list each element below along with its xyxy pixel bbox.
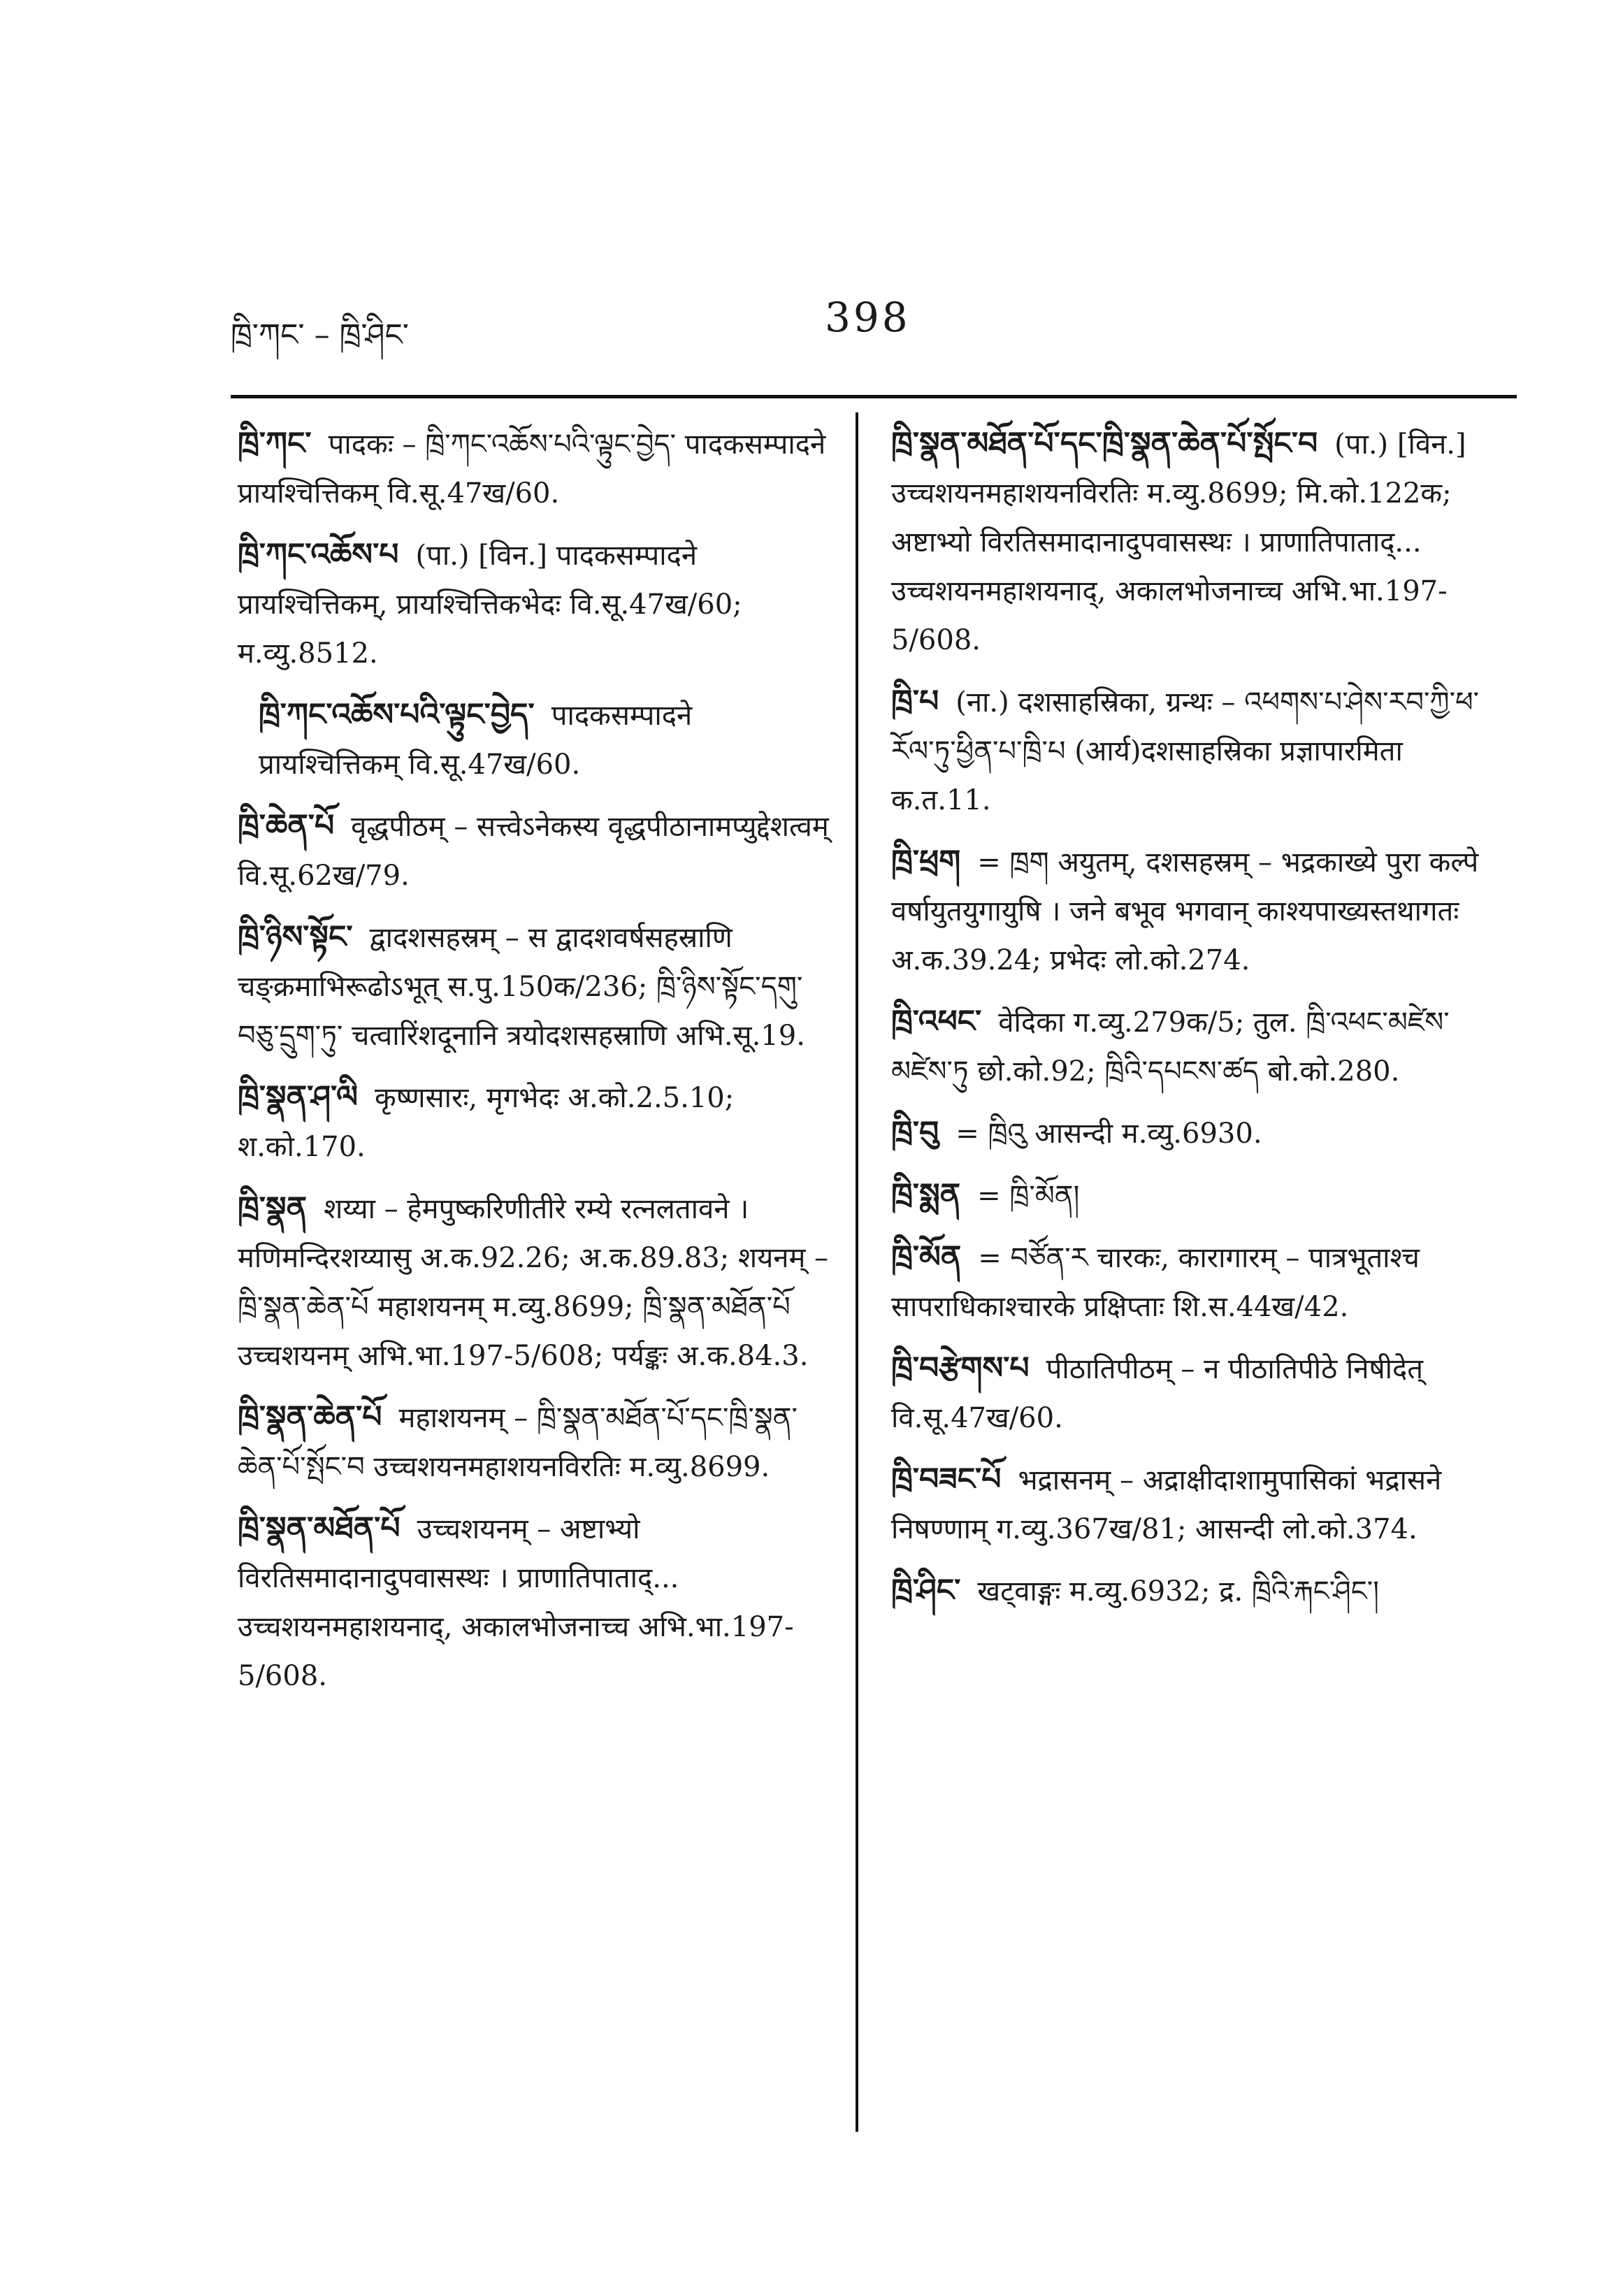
headword: ཁྲི་སྣན་ཆེན་པོ (238, 1399, 382, 1435)
dictionary-entry (891, 1233, 1489, 1331)
definition: भद्रासनम् – अद्राक्षीदाशामुपासिकां भद्रासने निषण्णाम् ग.व्यु.367ख/81; आसन्दी लो.को.374. (891, 1464, 1442, 1545)
definition: कृष्णसारः, मृगभेदः अ.को.2.5.10; श.को.170. (238, 1082, 735, 1163)
headword: ཁྲི་མོན (891, 1239, 962, 1275)
headword: ཁྲི་སྨན (891, 1177, 961, 1213)
definition: पादकसम्पादने प्रायश्चित्तिकम् वि.सू.47ख/60. (259, 700, 693, 781)
definition: द्वादशसहस्रम् – स द्वादशवर्षसहस्राणि चङ्क्रमाभिरूढोऽभूत् स.पु.150क/236; ཁྲི་ཉིས་སྟོང་དགུ་བཅུ་དྲུག་ཏུ་ चत्वारिंशदूनानि त्रयोदशसहस्राणि अभि.सू.19. (238, 922, 805, 1052)
definition: महाशयनम् – ཁྲི་སྣན་མཐོན་པོ་དང་ཁྲི་སྣན་ཆེན་པོ་སྤོང་བ उच्चशयनमहाशयनविरतिः म.व्यु.8699. (238, 1402, 798, 1483)
definition: उच्चशयनम् – अष्टाभ्यो विरतिसमादानादुपवासस्थः । प्राणातिपाताद्... उच्चशयनमहाशयनाद्, अकालभोजनाच्च अभि.भा.197-5/608. (238, 1513, 794, 1692)
header-rule (231, 395, 1517, 398)
running-head: ཁྲི་ཀང་ – ཁྲི་ཤིང་ (231, 317, 410, 353)
definition: वृद्धपीठम् – सत्त्वेऽनेकस्य वृद्धपीठानामप्युद्देशत्वम् वि.सू.62ख/79. (238, 811, 829, 892)
definition: (ना.) दशसाहस्रिका, ग्रन्थः – འཕགས་པ་ཤེས་རབ་ཀྱི་ཕ་རོལ་ཏུ་ཕྱིན་པ་ཁྲི་པ (आर्य)दशसाहस्रिका प्रज्ञापारमिता क.त.11. (891, 686, 1480, 816)
dictionary-entry (238, 530, 835, 678)
headword: ཁྲི་ཀང་ (238, 426, 312, 461)
definition: पीठातिपीठम् – न पीठातिपीठे निषीदेत् वि.सू.47ख/60. (891, 1353, 1423, 1434)
dictionary-entry (238, 691, 835, 789)
dictionary-entry (891, 419, 1489, 665)
dictionary-entry (891, 677, 1489, 825)
headword: ཁྲི་སྣན (238, 1190, 308, 1226)
headword: ཁྲི་སྣན་ཤ་ལི (238, 1079, 359, 1115)
headword: ཁྲི་ཀང་འཆོས་པ (238, 537, 399, 572)
definition: = ཁྲིའུ आसन्दी म.व्यु.6930. (955, 1118, 1262, 1150)
definition: खट्वाङ्गः म.व्यु.6932; द्र. ཁྲིའི་རྐང་ཤིང་། (977, 1575, 1379, 1608)
dictionary-entry (891, 1344, 1489, 1443)
headword: ཁྲི་ཤིང་ (891, 1573, 961, 1608)
definition: = ཁྲི་མོན། (977, 1180, 1080, 1212)
headword: ཁྲི་ཕྲག (891, 844, 961, 879)
dictionary-entry (238, 1393, 835, 1492)
dictionary-entry (238, 419, 835, 518)
definition: (पा.) [विन.] पादकसम्पादने प्रायश्चित्तिकम्, प्रायश्चित्तिकभेदः वि.सू.47ख/60; म.व्यु.8512. (238, 540, 742, 670)
right-column (891, 419, 1489, 1629)
headword: ཁྲི་ཉིས་སྟོང་ (238, 919, 353, 955)
headword: ཁྲི་བཟང་པོ (891, 1461, 1002, 1497)
dictionary-entry (891, 1566, 1489, 1616)
definition: = བཙོན་ར चारकः, कारागारम् – पात्रभूताश्च सापराधिकाश्चारके प्रक्षिप्ताः शि.स.44ख/42. (891, 1242, 1420, 1323)
column-divider (856, 412, 858, 2132)
dictionary-entry (238, 802, 835, 900)
headword: ཁྲི་བུ (891, 1115, 939, 1150)
dictionary-entry (891, 837, 1489, 985)
headword: ཁྲི་ཆེན་པོ (238, 808, 335, 844)
dictionary-entry (891, 997, 1489, 1096)
dictionary-entry (891, 1455, 1489, 1554)
left-column (238, 419, 835, 1713)
definition: पादकः – ཁྲི་ཀང་འཆོས་པའི་ལྟུང་བྱེད་ पादकसम्पादने प्रायश्चित्तिकम् वि.सू.47ख/60. (238, 428, 826, 510)
dictionary-entry (238, 1504, 835, 1701)
dictionary-entry (238, 1073, 835, 1171)
definition: शय्या – हेमपुष्करिणीतीरे रम्ये रत्नलतावने । मणिमन्दिरशय्यासु अ.क.92.26; अ.क.89.83; शयनम् – ཁྲི་སྣན་ཆེན་པོ महाशयनम् म.व्यु.8699; ཁྲི་སྣན་མཐོན་པོ उच्चशयनम् अभि.भा.197-5/608; पर्यङ्कः अ.क.84.3. (238, 1193, 829, 1372)
headword: ཁྲི་བརྩེགས་པ (891, 1350, 1030, 1386)
dictionary-entry (238, 1184, 835, 1380)
dictionary-entry (238, 913, 835, 1060)
dictionary-entry (891, 1171, 1489, 1220)
dictionary-entry (891, 1109, 1489, 1158)
headword: ཁྲི་སྣན་མཐོན་པོ་དང་ཁྲི་སྣན་ཆེན་པོ་སྤོང་བ (891, 426, 1318, 461)
headword: ཁྲི་ཀང་འཆོས་པའི་ལྟུང་བྱེད་ (259, 697, 535, 732)
page-header (231, 294, 1517, 356)
definition: वेदिका ग.व्यु.279क/5; तुल. ཁྲི་འཕང་མཛེས་མཛེས་ཏུ छो.को.92; ཁྲིའི་དཔངས་ཚད बो.को.280. (891, 1006, 1450, 1088)
definition: = ཁྲག अयुतम्, दशसहस्रम् – भद्रकाख्ये पुरा कल्पे वर्षायुतयुगायुषि । जने बभूव भगवान् काश्यपाख्यस्तथागतः अ.क.39.24; प्रभेदः लो.को.274. (891, 846, 1479, 976)
definition: (पा.) [विन.] उच्चशयनमहाशयनविरतिः म.व्यु.8699; मि.को.122क; अष्टाभ्यो विरतिसमादानादुपवासस्थः । प्राणातिपाताद्... उच्चशयनमहाशयनाद्, अकालभोजनाच्च अभि.भा.197-5/608. (891, 428, 1466, 656)
headword: ཁྲི་འཕང་ (891, 1004, 982, 1039)
headword: ཁྲི་པ (891, 684, 939, 719)
headword: ཁྲི་སྣན་མཐོན་པོ (238, 1510, 401, 1546)
page-number: 398 (825, 294, 911, 341)
